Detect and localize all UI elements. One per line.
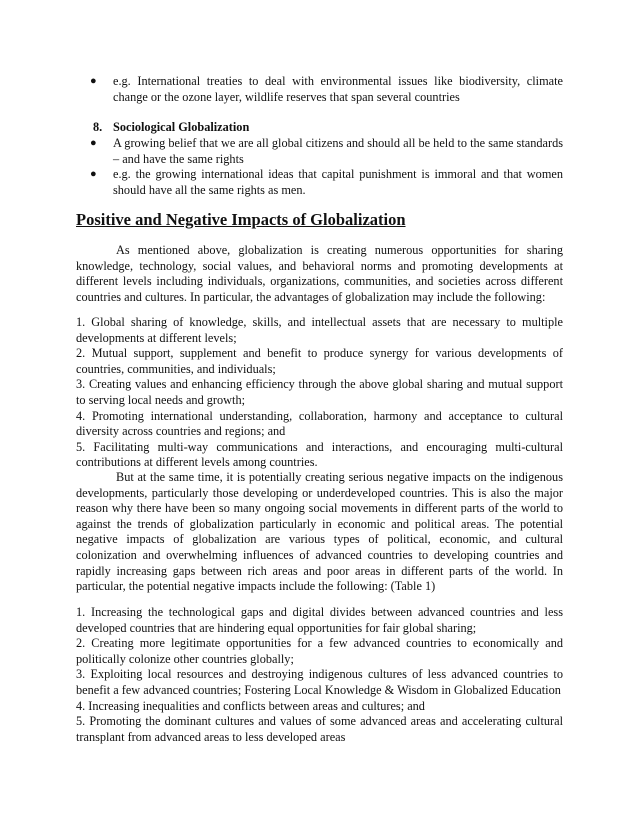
- section-heading: Positive and Negative Impacts of Globalization: [76, 210, 406, 229]
- list-item: 3. Exploiting local resources and destroying indigenous cultures of less advanced countries to benefit a few advanced countries; Fostering Local Knowledge & Wisdom in Globalized Education: [76, 667, 563, 697]
- section-title: Sociological Globalization: [113, 120, 250, 134]
- bullet-text: e.g. International treaties to deal with environmental issues like biodiversity, climate change or the ozone layer, wildlife reserves that span several countries: [113, 74, 563, 104]
- bullet-icon: ●: [90, 75, 97, 87]
- negative-impacts-paragraph: But at the same time, it is potentially creating serious negative impacts on the indigenous developments, particularly those developing or underdeveloped countries. This is also the major reason why there have been so many ongoing social movements in different parts of the world to against the trends of globalization particularly in economic and political areas. The potential negative impacts of globalization are various types of political, economic, and cultural colonization and overwhelming influences of advanced countries to developing countries and rapidly increasing gaps between rich areas and poor areas in different parts of the world. In particular, the potential negative impacts include the following: (Table 1): [76, 470, 563, 594]
- list-item: 2. Mutual support, supplement and benefit to produce synergy for various developments of countries, communities, and individuals;: [76, 346, 563, 376]
- list-item: 5. Promoting the dominant cultures and values of some advanced areas and accelerating cultural transplant from advanced areas to less developed areas: [76, 714, 563, 744]
- intro-paragraph: As mentioned above, globalization is creating numerous opportunities for sharing knowledge, technology, social values, and behavioral norms and promoting developments at different levels including individuals, organizations, communities, and societies across different countries and cultures. In particular, the advantages of globalization may include the following:: [76, 243, 563, 304]
- list-item: 3. Creating values and enhancing efficiency through the above global sharing and mutual support to serving local needs and growth;: [76, 377, 563, 407]
- advantages-list: [76, 315, 563, 471]
- list-item: 1. Increasing the technological gaps and digital divides between advanced countries and less developed countries that are hindering equal opportunities for fair global sharing;: [76, 605, 563, 635]
- negative-impacts-list: [76, 605, 563, 745]
- list-item: 5. Facilitating multi-way communications and interactions, and encouraging multi-cultural contributions at different levels among countries.: [76, 439, 563, 470]
- section-number: 8.: [93, 120, 103, 134]
- bullet-text: e.g. the growing international ideas that capital punishment is immoral and that women should have all the same rights as men.: [113, 167, 563, 197]
- bullet-icon: ●: [90, 137, 97, 149]
- list-item: 1. Global sharing of knowledge, skills, and intellectual assets that are necessary to multiple developments at different levels;: [76, 315, 563, 345]
- list-item: 4. Increasing inequalities and conflicts between areas and cultures; and: [76, 698, 425, 713]
- list-item: 4. Promoting international understanding, collaboration, harmony and acceptance to cultural diversity across countries and regions; and: [76, 408, 563, 439]
- list-item: 2. Creating more legitimate opportunities for a few advanced countries to economically and politically colonize other countries globally;: [76, 636, 563, 666]
- bullet-text: A growing belief that we are all global citizens and should all be held to the same standards – and have the same rights: [113, 136, 563, 166]
- bullet-icon: ●: [90, 168, 97, 180]
